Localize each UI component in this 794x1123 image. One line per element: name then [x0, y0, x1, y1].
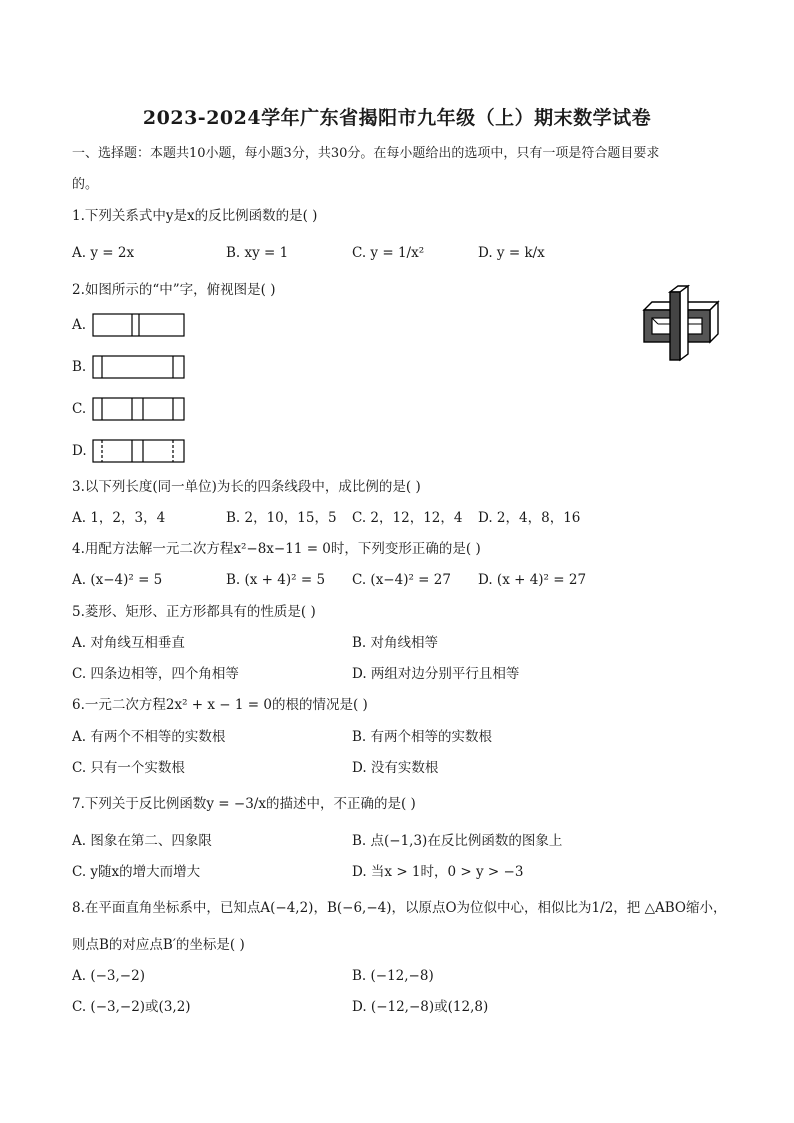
- option-d-figure: [92, 439, 186, 464]
- option-a-figure: [92, 313, 186, 338]
- question-2-option-b: B.: [72, 359, 87, 375]
- question-7-option-c: C. y随x的增大而增大: [72, 864, 201, 880]
- question-7-option-b: B. 点(−1,3)在反比例函数的图象上: [352, 833, 563, 849]
- question-8-option-c: C. (−3,−2)或(3,2): [72, 999, 191, 1015]
- question-8-stem-line2: 则点B的对应点B′的坐标是( ): [72, 937, 245, 953]
- option-b-figure: [92, 355, 186, 380]
- section-1-heading-line2: 的。: [72, 177, 99, 192]
- option-c-figure: [92, 397, 186, 422]
- zhong-character-figure: [640, 284, 722, 366]
- question-2-option-c: C.: [72, 401, 87, 417]
- question-1-stem: 1.下列关系式中y是x的反比例函数的是( ): [72, 208, 318, 224]
- question-2-stem: 2.如图所示的“中”字，俯视图是( ): [72, 282, 276, 298]
- question-4-option-b: B. (x + 4)² = 5: [226, 572, 326, 588]
- question-6-option-b: B. 有两个相等的实数根: [352, 729, 493, 745]
- question-2-option-d: D.: [72, 443, 87, 459]
- question-4-option-d: D. (x + 4)² = 27: [478, 572, 587, 588]
- question-8-stem: 8.在平面直角坐标系中，已知点A(−4,2)，B(−6,−4)，以原点O为位似中心，相似比为1/2，把 △ABO缩小，: [72, 900, 727, 916]
- question-7-option-a: A. 图象在第二、四象限: [72, 833, 212, 849]
- question-4-option-a: A. (x−4)² = 5: [72, 572, 163, 588]
- question-8-option-b: B. (−12,−8): [352, 968, 434, 984]
- question-2-option-a: A.: [72, 317, 87, 333]
- question-5-option-c: C. 四条边相等，四个角相等: [72, 666, 239, 682]
- question-5-option-a: A. 对角线互相垂直: [72, 635, 185, 651]
- question-4-option-c: C. (x−4)² = 27: [352, 572, 451, 588]
- question-3-stem: 3.以下列长度(同一单位)为长的四条线段中，成比例的是( ): [72, 479, 421, 495]
- question-3-option-a: A. 1，2，3，4: [72, 510, 166, 526]
- question-5-option-b: B. 对角线相等: [352, 635, 439, 651]
- question-3-option-b: B. 2，10，15，5: [226, 510, 337, 526]
- page-title: 2023-2024学年广东省揭阳市九年级（上）期末数学试卷: [142, 107, 652, 129]
- question-8-option-d: D. (−12,−8)或(12,8): [352, 999, 489, 1015]
- question-6-option-d: D. 没有实数根: [352, 760, 439, 776]
- question-6-stem: 6.一元二次方程2x² + x − 1 = 0的根的情况是( ): [72, 697, 368, 713]
- question-5-option-d: D. 两组对边分别平行且相等: [352, 666, 520, 682]
- question-1-option-d: D. y = k/x: [478, 245, 545, 261]
- section-1-heading-line1: 一、选择题：本题共10小题，每小题3分，共30分。在每小题给出的选项中，只有一项是符合题目要求: [72, 146, 660, 161]
- question-6-option-a: A. 有两个不相等的实数根: [72, 729, 226, 745]
- question-1-option-b: B. xy = 1: [226, 245, 289, 261]
- question-1-option-c: C. y = 1/x²: [352, 245, 425, 261]
- question-3-option-d: D. 2，4，8，16: [478, 510, 581, 526]
- question-7-option-d: D. 当x > 1时，0 > y > −3: [352, 864, 524, 880]
- question-5-stem: 5.菱形、矩形、正方形都具有的性质是( ): [72, 604, 316, 620]
- question-4-stem: 4.用配方法解一元二次方程x²−8x−11 = 0时，下列变形正确的是( ): [72, 541, 481, 557]
- question-1-option-a: A. y = 2x: [72, 245, 135, 261]
- question-7-stem: 7.下列关于反比例函数y = −3/x的描述中，不正确的是( ): [72, 796, 416, 812]
- question-6-option-c: C. 只有一个实数根: [72, 760, 185, 776]
- question-3-option-c: C. 2，12，12，4: [352, 510, 463, 526]
- question-8-option-a: A. (−3,−2): [72, 968, 145, 984]
